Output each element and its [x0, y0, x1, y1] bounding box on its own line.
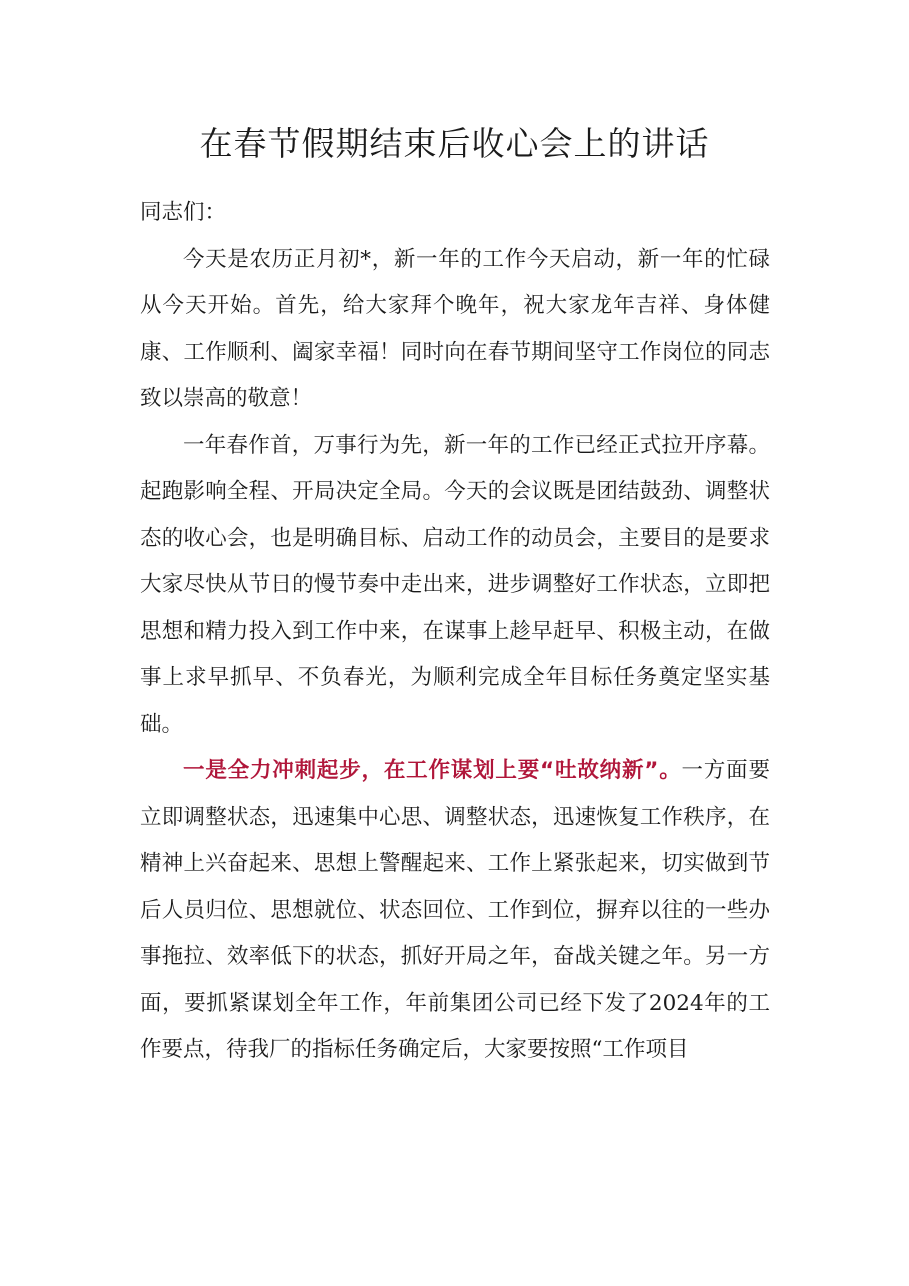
document-title: 在春节假期结束后收心会上的讲话: [199, 124, 710, 163]
salutation: 同志们：: [140, 200, 227, 225]
paragraph-opening: 今天是农历正月初*，新一年的工作今天启动，新一年的忙碌从今天开始。首先，给大家拜个晚年，祝大家龙年吉祥、身体健康、工作顺利、阖家幸福！同时向在春节期间坚守工作岗位的同志致以崇高的敬意！: [140, 246, 770, 411]
section-one-paragraph: [140, 748, 770, 1074]
paragraph-purpose: 一年春作首，万事行为先，新一年的工作已经正式拉开序幕。起跑影响全程、开局决定全局。今天的会议既是团结鼓劲、调整状态的收心会，也是明确目标、启动工作的动员会，主要目的是要求大家尽快从节日的慢节奏中走出来，进步调整好工作状态，立即把思想和精力投入到工作中来，在谋事上趁早赶早、积极主动，在做事上求早抓早、不负春光，为顺利完成全年目标任务奠定坚实基础。: [140, 432, 770, 737]
section-one-heading: 一是全力冲刺起步，在工作谋划上要“吐故纳新”。: [183, 758, 682, 783]
document-body: [140, 190, 770, 1074]
section-one-body: 一方面要立即调整状态，迅速集中心思、调整状态，迅速恢复工作秩序，在精神上兴奋起来、思想上警醒起来、工作上紧张起来，切实做到节后人员归位、思想就位、状态回位、工作到位，摒弃以往的一些办事拖拉、效率低下的状态，抓好开局之年，奋战关键之年。另一方面，要抓紧谋划全年工作，年前集团公司已经下发了2024年的工作要点，待我厂的指标任务确定后，大家要按照“工作项目: [140, 758, 770, 1062]
